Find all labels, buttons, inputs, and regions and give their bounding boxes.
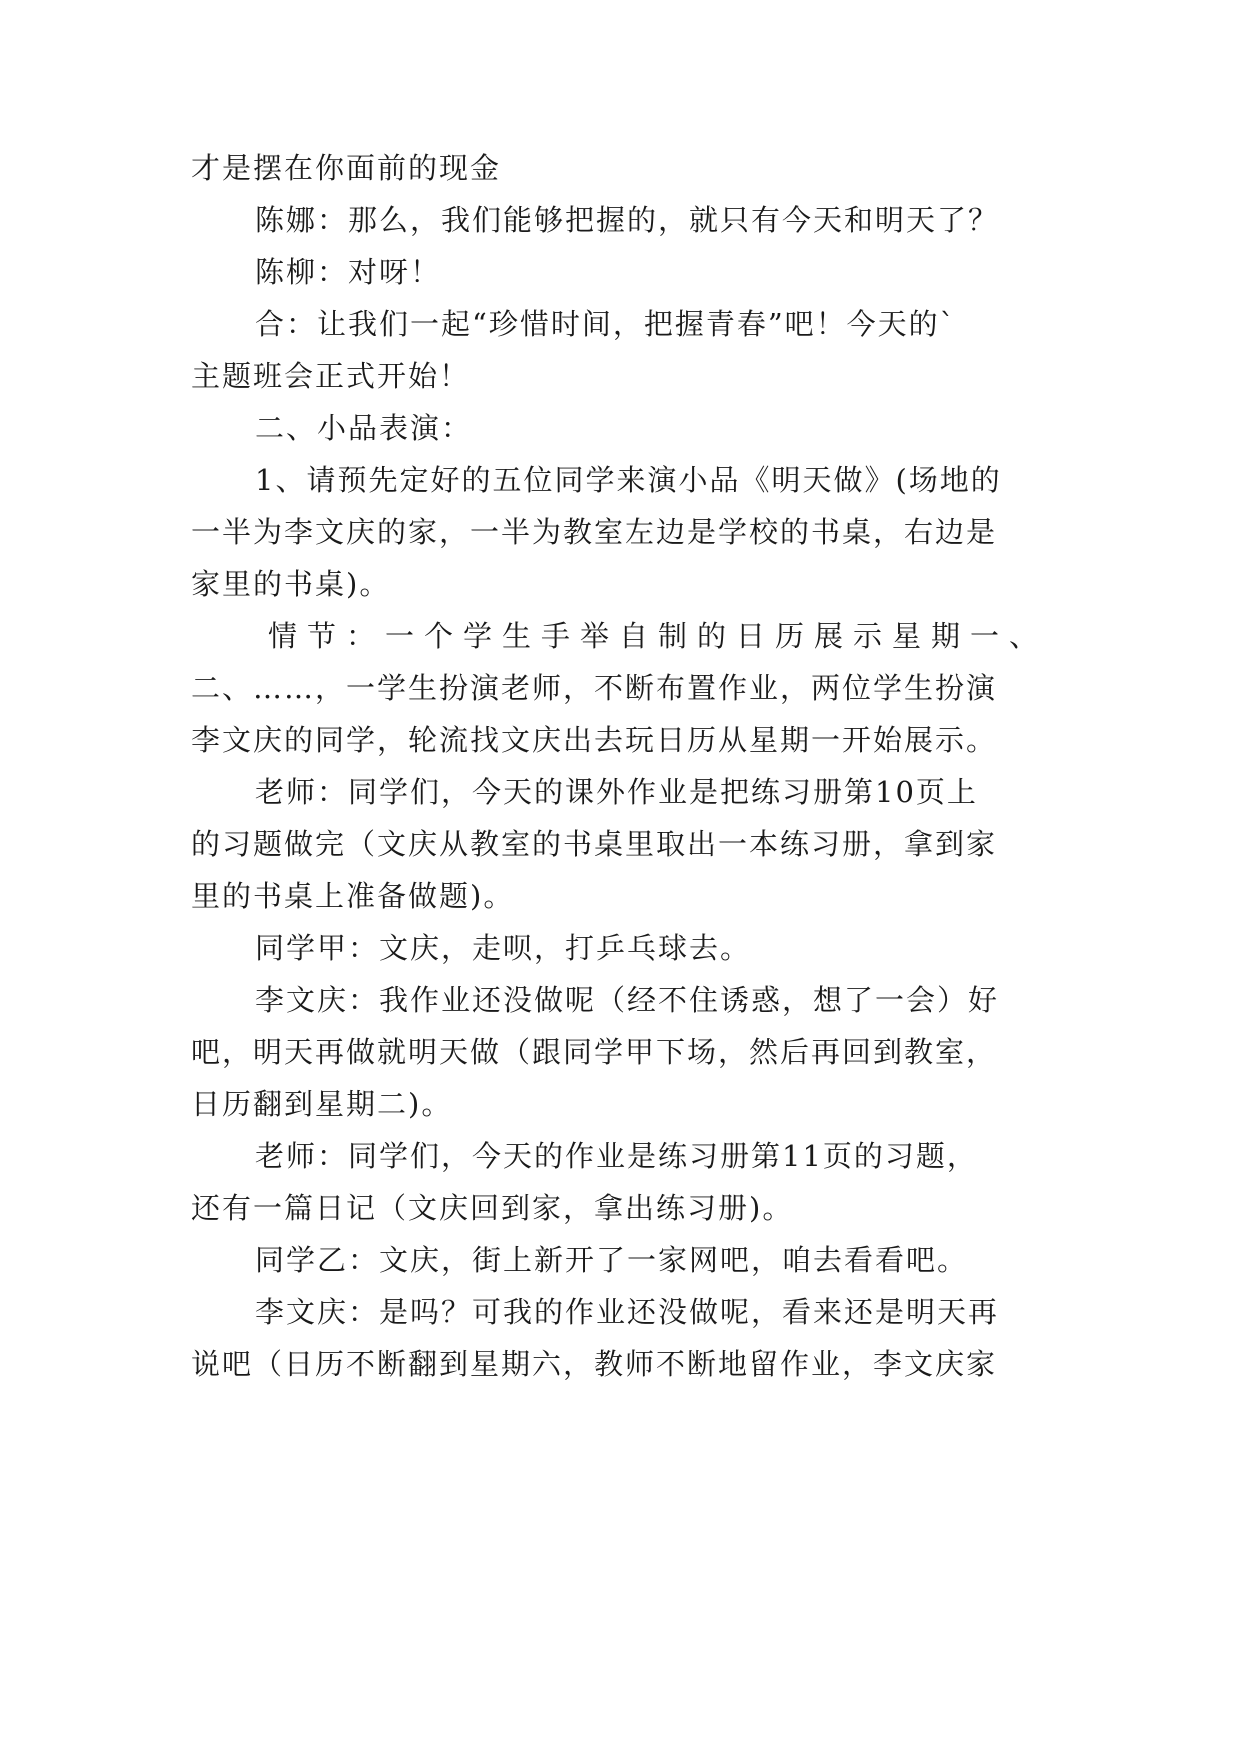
text-line: 日历翻到星期二)。	[191, 1087, 453, 1121]
text-line: 才是摆在你面前的现金	[191, 151, 502, 185]
text-line: 老师：同学们，今天的课外作业是把练习册第10页上	[255, 775, 978, 809]
text-line: 陈柳：对呀！	[255, 255, 442, 289]
text-line: 的习题做完（文庆从教室的书桌里取出一本练习册，拿到家	[191, 827, 998, 861]
text-line: 陈娜：那么，我们能够把握的，就只有今天和明天了？	[255, 203, 1000, 237]
text-line: 里的书桌上准备做题)。	[191, 879, 515, 913]
text-line: 李文庆：我作业还没做呢（经不住诱惑，想了一会）好	[255, 983, 1000, 1017]
text-line: 一半为李文庆的家，一半为教室左边是学校的书桌，右边是	[191, 515, 998, 549]
text-line: 情节：一个学生手举自制的日历展示星期一、	[268, 619, 1049, 653]
section-heading: 二、小品表演：	[255, 411, 473, 445]
text-line: 主题班会正式开始！	[191, 359, 471, 393]
text-line: 合：让我们一起“珍惜时间，把握青春”吧！今天的`	[255, 307, 957, 341]
text-line: 吧，明天再做就明天做（跟同学甲下场，然后再回到教室，	[191, 1035, 998, 1069]
text-line: 李文庆：是吗？可我的作业还没做呢，看来还是明天再	[255, 1295, 1000, 1329]
text-line: 二、……，一学生扮演老师，不断布置作业，两位学生扮演	[191, 671, 998, 705]
text-line: 李文庆的同学，轮流找文庆出去玩日历从星期一开始展示。	[191, 723, 998, 757]
text-line: 老师：同学们，今天的作业是练习册第11页的习题，	[255, 1139, 978, 1173]
text-line: 说吧（日历不断翻到星期六，教师不断地留作业，李文庆家	[191, 1347, 998, 1381]
text-line: 同学甲：文庆，走呗，打乒乓球去。	[255, 931, 752, 965]
text-line: 1、请预先定好的五位同学来演小品《明天做》(场地的	[255, 463, 1002, 497]
text-line: 家里的书桌)。	[191, 567, 391, 601]
text-line: 同学乙：文庆，街上新开了一家网吧，咱去看看吧。	[255, 1243, 969, 1277]
text-line: 还有一篇日记（文庆回到家，拿出练习册)。	[191, 1191, 794, 1225]
